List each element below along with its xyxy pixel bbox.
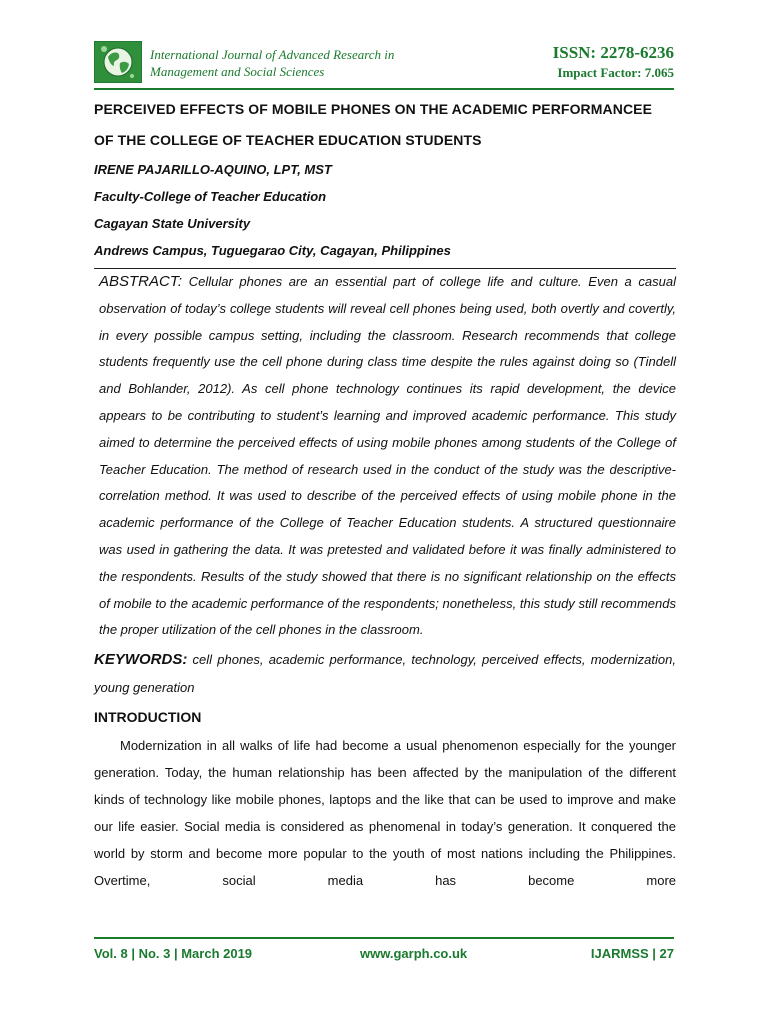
journal-name-line-2: Management and Social Sciences bbox=[150, 64, 325, 79]
paper-body bbox=[94, 94, 676, 894]
keywords bbox=[94, 646, 676, 702]
abstract-label: ABSTRACT: bbox=[99, 273, 183, 290]
journal-name-line-1: International Journal of Advanced Research in bbox=[150, 47, 395, 62]
globe-icon bbox=[94, 41, 142, 83]
header-divider bbox=[94, 88, 674, 90]
paper-title-line-2: OF THE COLLEGE OF TEACHER EDUCATION STUDENTS bbox=[94, 132, 482, 148]
introduction-heading: INTRODUCTION bbox=[94, 709, 202, 726]
affiliation-campus: Andrews Campus, Tuguegarao City, Cagayan, Philippines bbox=[94, 243, 451, 258]
issn-block bbox=[553, 42, 674, 82]
abstract bbox=[94, 269, 676, 644]
keywords-label: KEYWORDS: bbox=[94, 651, 188, 669]
journal-logo bbox=[94, 41, 142, 83]
page-number: IJARMSS | 27 bbox=[590, 946, 674, 961]
volume-info: Vol. 8 | No. 3 | March 2019 bbox=[94, 946, 253, 961]
paper-title-line-1: PERCEIVED EFFECTS OF MOBILE PHONES ON THE ACADEMIC PERFORMANCEE bbox=[94, 101, 653, 117]
affiliation-university: Cagayan State University bbox=[94, 216, 251, 231]
website-link[interactable]: www.garph.co.uk bbox=[360, 946, 468, 961]
impact-factor: Impact Factor: 7.065 bbox=[557, 65, 674, 80]
introduction-text: Modernization in all walks of life had become a usual phenomenon especially for the younger generation. Today, the human relationship has been affected by the manipulation of the different kinds of technology like mobile phones, laptops and the like that can be used to improve and make our life easier. Social media is considered as phenomenal in today’s generation. It conquered the world by storm and become more popular to the youth of most nations including the Philippines. Overtime, social media has become more bbox=[94, 738, 676, 889]
abstract-text: Cellular phones are an essential part of college life and culture. Even a casual observation of today’s college students will reveal cell phones being used, both overtly and covertly, in every possible campus setting, including the classroom. Research recommends that college students frequently use the cell phone during class time despite the rules against doing so (Tindell and Bohlander, 2012). As cell phone technology continues its rapid development, the device appears to be contributing to student’s learning and improved academic performance. This study aimed to determine the perceived effects of using mobile phones among students of the College of Teacher Education. The method of research used in the conduct of the study was the descriptive-correlation method. It was used to describe of the perceived effects of using mobile phone in the academic performance of the College of Teacher Education students. A structured questionnaire was used in gathering the data. It was pretested and validated before it was finally administered to the respondents. Results of the study showed that there is no significant relationship on the effects of mobile to the academic performance of the respondents; nonetheless, this study still recommends the proper utilization of the cell phones in the classroom. bbox=[99, 274, 676, 638]
keywords-text: cell phones, academic performance, technology, perceived effects, modernization, young generation bbox=[94, 652, 676, 696]
footer-divider bbox=[94, 937, 674, 939]
author-name: IRENE PAJARILLO-AQUINO, LPT, MST bbox=[94, 162, 332, 177]
affiliation-faculty: Faculty-College of Teacher Education bbox=[94, 189, 327, 204]
journal-name bbox=[150, 46, 450, 80]
issn: ISSN: 2278-6236 bbox=[552, 43, 674, 62]
